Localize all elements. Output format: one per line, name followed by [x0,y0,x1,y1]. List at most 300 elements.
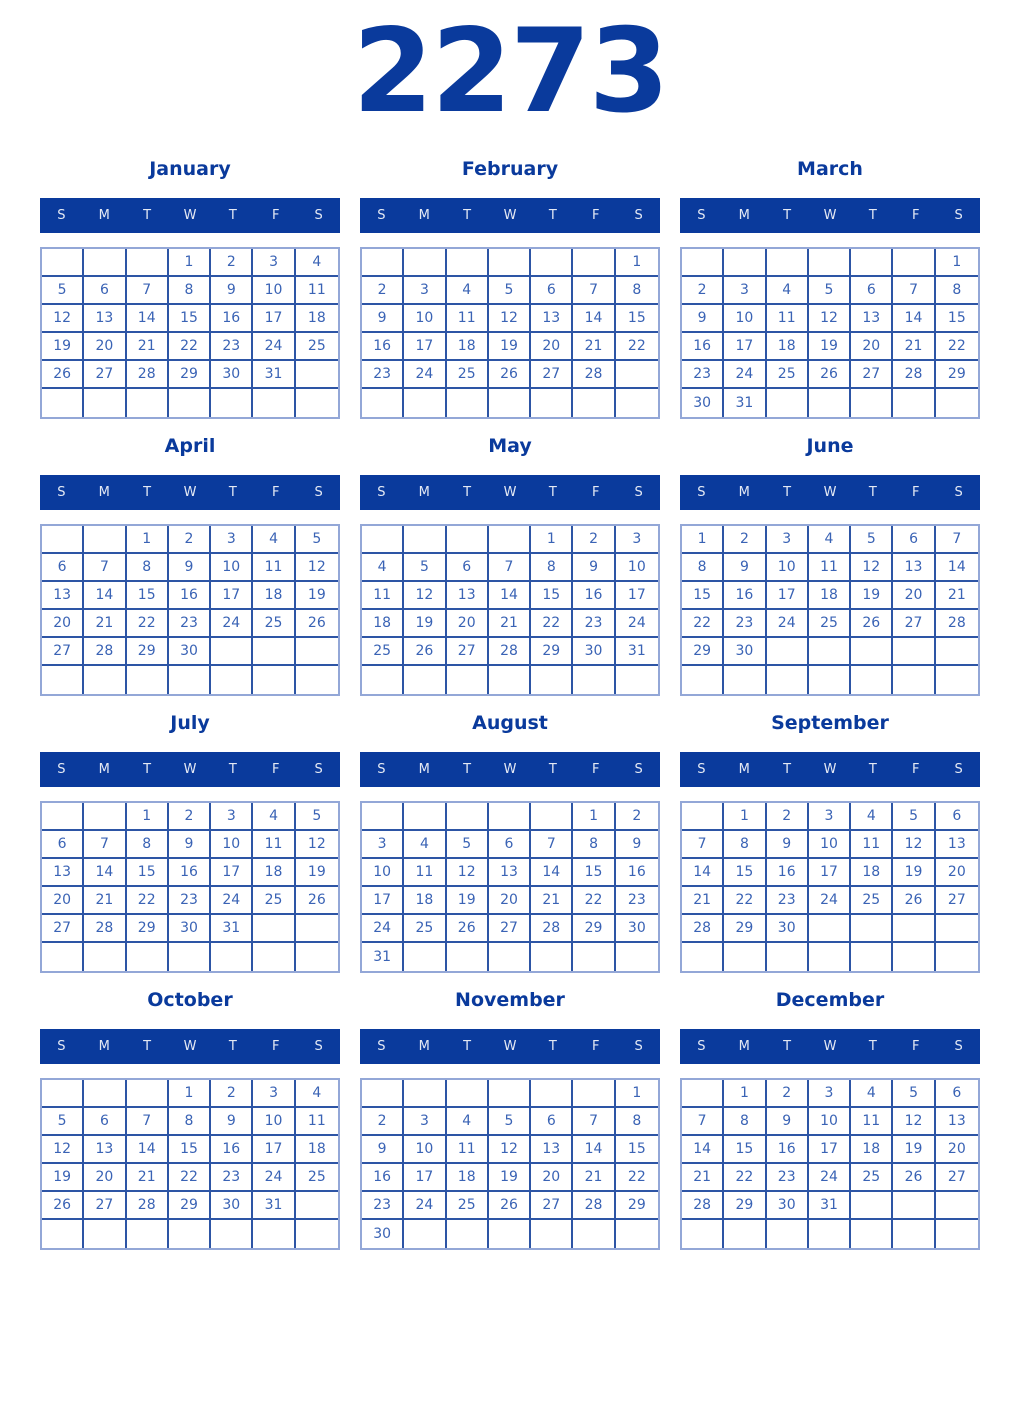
day-cell: 9 [211,277,253,305]
day-cell: 27 [936,887,978,915]
day-cell: 12 [893,831,935,859]
day-cell: 19 [851,582,893,610]
weekday-label: F [911,762,920,777]
day-cell-empty [616,943,658,971]
day-cell: 8 [169,277,211,305]
day-grid [40,247,340,419]
day-cell-empty [767,943,809,971]
day-cell-empty [42,943,84,971]
month-title: March [797,158,863,180]
day-cell-empty [724,666,766,694]
month-november [360,987,660,1250]
day-cell: 21 [127,1164,169,1192]
day-cell: 12 [893,1108,935,1136]
day-cell-empty [253,1220,295,1248]
weekday-label: M [738,485,750,500]
weekday-label: T [868,485,877,500]
day-cell: 21 [573,333,615,361]
day-cell: 1 [127,803,169,831]
day-cell: 14 [489,582,531,610]
weekday-header [680,475,980,510]
day-cell: 2 [682,277,724,305]
day-cell: 26 [489,1192,531,1220]
weekday-header [40,198,340,233]
day-cell: 6 [851,277,893,305]
day-cell: 29 [724,915,766,943]
day-cell: 31 [362,943,404,971]
day-cell: 2 [169,803,211,831]
day-cell: 16 [616,859,658,887]
day-cell: 22 [616,1164,658,1192]
day-cell: 8 [616,277,658,305]
day-cell: 9 [362,1136,404,1164]
day-cell: 16 [362,1164,404,1192]
day-cell: 1 [616,1080,658,1108]
day-cell: 9 [724,554,766,582]
day-cell: 30 [211,1192,253,1220]
day-cell-empty [127,666,169,694]
day-cell-empty [84,526,126,554]
day-cell: 15 [616,1136,658,1164]
day-cell: 16 [724,582,766,610]
weekday-label: F [591,208,600,223]
day-cell-empty [42,249,84,277]
weekday-label: F [911,485,920,500]
day-cell: 14 [84,859,126,887]
month-title: February [461,158,559,180]
day-cell: 20 [936,859,978,887]
day-cell: 3 [253,249,295,277]
day-cell: 3 [404,1108,446,1136]
day-cell: 10 [767,554,809,582]
day-cell: 4 [253,526,295,554]
day-cell-empty [447,803,489,831]
day-cell: 8 [724,831,766,859]
day-cell: 3 [767,526,809,554]
day-cell-empty [42,389,84,417]
day-cell: 8 [616,1108,658,1136]
weekday-label: F [591,485,600,500]
day-cell: 13 [42,859,84,887]
day-cell-empty [573,389,615,417]
day-cell: 5 [42,277,84,305]
day-cell: 23 [767,1164,809,1192]
day-cell: 3 [724,277,766,305]
day-cell-empty [296,638,338,666]
weekday-label: T [783,208,792,223]
day-cell-empty [42,526,84,554]
day-cell: 29 [531,638,573,666]
month-march [680,156,980,419]
weekday-label: T [143,1039,152,1054]
weekday-label: S [954,485,963,500]
day-cell: 22 [724,1164,766,1192]
day-cell: 12 [489,1136,531,1164]
weekday-header [40,475,340,510]
day-cell: 14 [573,305,615,333]
day-cell: 29 [936,361,978,389]
day-cell: 16 [682,333,724,361]
day-cell: 11 [767,305,809,333]
day-cell: 5 [296,526,338,554]
day-cell: 8 [573,831,615,859]
month-title: August [472,712,548,734]
day-cell: 15 [127,859,169,887]
day-cell: 24 [724,361,766,389]
weekday-label: F [271,1039,280,1054]
day-cell: 16 [767,1136,809,1164]
weekday-label: S [697,208,706,223]
day-cell: 11 [851,1108,893,1136]
day-cell-empty [253,915,295,943]
day-cell: 29 [573,915,615,943]
day-cell: 12 [296,831,338,859]
day-cell: 4 [851,1080,893,1108]
weekday-header [680,1029,980,1064]
weekday-label: M [738,208,750,223]
day-cell-empty [724,249,766,277]
day-cell: 3 [404,277,446,305]
day-cell: 8 [936,277,978,305]
day-cell: 24 [404,361,446,389]
month-april [40,433,340,696]
day-cell: 16 [573,582,615,610]
day-cell-empty [447,389,489,417]
day-cell: 18 [851,1136,893,1164]
day-cell: 19 [809,333,851,361]
day-cell: 1 [724,1080,766,1108]
day-cell: 21 [893,333,935,361]
day-cell-empty [404,803,446,831]
day-cell: 23 [169,610,211,638]
weekday-label: M [418,208,430,223]
month-title: November [455,989,565,1011]
weekday-label: S [377,1039,386,1054]
day-cell: 17 [253,1136,295,1164]
day-cell: 28 [84,638,126,666]
day-cell: 6 [936,803,978,831]
day-cell: 4 [767,277,809,305]
day-cell: 11 [253,554,295,582]
day-cell: 17 [767,582,809,610]
day-cell: 12 [489,305,531,333]
day-cell: 11 [809,554,851,582]
day-cell: 25 [253,887,295,915]
day-cell-empty [682,803,724,831]
day-cell-empty [169,666,211,694]
weekday-label: S [314,485,323,500]
day-cell-empty [682,943,724,971]
day-cell-empty [362,803,404,831]
weekday-label: T [868,1039,877,1054]
day-cell-empty [489,1080,531,1108]
day-cell: 28 [84,915,126,943]
day-grid [680,247,980,419]
day-cell: 3 [211,526,253,554]
day-cell: 1 [936,249,978,277]
day-cell: 19 [489,1164,531,1192]
day-cell: 2 [767,803,809,831]
day-cell: 11 [447,305,489,333]
day-cell-empty [573,1080,615,1108]
weekday-label: T [463,1039,472,1054]
day-cell: 11 [253,831,295,859]
day-cell: 10 [616,554,658,582]
day-cell: 28 [573,361,615,389]
day-cell: 13 [531,305,573,333]
day-cell: 6 [447,554,489,582]
day-cell: 6 [936,1080,978,1108]
day-cell: 9 [767,1108,809,1136]
weekday-label: W [823,208,837,223]
day-cell: 12 [851,554,893,582]
day-cell-empty [362,526,404,554]
day-cell-empty [767,666,809,694]
day-cell: 10 [211,554,253,582]
day-cell: 15 [169,1136,211,1164]
day-cell: 1 [573,803,615,831]
day-cell: 21 [84,887,126,915]
day-cell: 4 [809,526,851,554]
day-cell-empty [573,249,615,277]
day-cell: 6 [531,277,573,305]
month-may [360,433,660,696]
day-cell: 12 [42,305,84,333]
day-cell: 14 [936,554,978,582]
day-cell: 31 [253,361,295,389]
day-cell: 27 [489,915,531,943]
day-cell: 30 [573,638,615,666]
day-cell-empty [362,389,404,417]
day-cell-empty [936,915,978,943]
weekday-label: M [98,485,110,500]
day-cell: 25 [447,1192,489,1220]
day-cell: 13 [447,582,489,610]
months-grid [0,156,1020,1250]
day-cell: 9 [767,831,809,859]
day-cell: 23 [573,610,615,638]
day-cell-empty [211,943,253,971]
day-cell: 22 [616,333,658,361]
day-cell-empty [447,666,489,694]
day-cell: 24 [362,915,404,943]
day-cell: 1 [127,526,169,554]
weekday-label: T [228,208,237,223]
weekday-label: T [228,762,237,777]
day-cell: 14 [127,1136,169,1164]
weekday-label: T [463,485,472,500]
day-cell: 8 [531,554,573,582]
day-cell: 17 [253,305,295,333]
weekday-label: T [463,762,472,777]
day-cell: 1 [531,526,573,554]
day-cell-empty [84,249,126,277]
day-cell-empty [404,1080,446,1108]
day-grid [40,524,340,696]
day-cell: 22 [169,1164,211,1192]
day-cell: 27 [531,361,573,389]
day-cell-empty [531,1080,573,1108]
day-cell-empty [851,915,893,943]
day-cell-empty [404,1220,446,1248]
day-cell: 3 [616,526,658,554]
weekday-label: F [271,485,280,500]
day-cell: 2 [211,1080,253,1108]
day-cell-empty [296,1192,338,1220]
day-cell-empty [851,249,893,277]
day-cell: 23 [724,610,766,638]
day-cell: 29 [616,1192,658,1220]
day-cell-empty [211,389,253,417]
day-cell-empty [404,666,446,694]
weekday-label: W [823,1039,837,1054]
day-cell: 17 [362,887,404,915]
day-cell: 18 [253,582,295,610]
weekday-header [40,1029,340,1064]
weekday-label: M [418,762,430,777]
weekday-label: W [503,1039,517,1054]
weekday-label: W [183,208,197,223]
day-cell-empty [404,389,446,417]
month-title: September [771,712,889,734]
day-cell: 23 [616,887,658,915]
day-cell: 3 [253,1080,295,1108]
weekday-label: S [314,208,323,223]
day-cell: 9 [573,554,615,582]
weekday-label: T [548,485,557,500]
day-cell: 5 [404,554,446,582]
day-cell: 15 [936,305,978,333]
day-cell: 22 [127,887,169,915]
day-cell-empty [851,943,893,971]
day-cell-empty [42,1220,84,1248]
day-cell: 25 [447,361,489,389]
day-cell: 6 [489,831,531,859]
day-cell: 7 [893,277,935,305]
day-cell-empty [573,943,615,971]
day-cell: 30 [682,389,724,417]
weekday-label: M [738,762,750,777]
day-cell-empty [682,1080,724,1108]
day-cell-empty [531,803,573,831]
day-cell: 25 [851,1164,893,1192]
day-cell: 2 [573,526,615,554]
day-cell-empty [893,666,935,694]
day-cell: 24 [404,1192,446,1220]
day-cell: 25 [404,915,446,943]
day-cell: 7 [127,1108,169,1136]
day-cell: 13 [893,554,935,582]
day-cell-empty [809,249,851,277]
weekday-header [360,752,660,787]
day-cell: 16 [211,305,253,333]
day-cell: 9 [362,305,404,333]
month-title: May [488,435,532,457]
month-september [680,710,980,973]
day-cell-empty [42,666,84,694]
day-cell: 12 [42,1136,84,1164]
day-cell: 22 [724,887,766,915]
day-cell-empty [489,803,531,831]
day-cell-empty [682,666,724,694]
day-cell-empty [851,1192,893,1220]
day-cell: 24 [253,1164,295,1192]
weekday-label: F [591,762,600,777]
day-cell-empty [767,1220,809,1248]
day-cell: 26 [893,1164,935,1192]
day-cell: 22 [531,610,573,638]
day-cell: 29 [127,915,169,943]
day-cell: 27 [447,638,489,666]
weekday-label: S [954,1039,963,1054]
day-cell-empty [489,249,531,277]
day-cell: 30 [616,915,658,943]
day-cell: 4 [296,249,338,277]
day-cell: 26 [489,361,531,389]
day-cell: 13 [851,305,893,333]
day-cell: 17 [724,333,766,361]
weekday-label: M [98,1039,110,1054]
day-cell: 26 [851,610,893,638]
day-cell: 9 [169,831,211,859]
day-cell-empty [84,1080,126,1108]
day-cell-empty [84,389,126,417]
weekday-label: W [823,762,837,777]
weekday-label: F [271,208,280,223]
day-cell-empty [531,389,573,417]
day-cell: 18 [809,582,851,610]
day-cell: 21 [682,1164,724,1192]
weekday-label: T [548,1039,557,1054]
day-cell: 13 [489,859,531,887]
day-cell-empty [893,943,935,971]
day-cell-empty [893,1220,935,1248]
day-cell-empty [296,915,338,943]
day-cell-empty [404,526,446,554]
weekday-label: W [183,1039,197,1054]
day-cell: 10 [809,1108,851,1136]
day-cell-empty [447,1220,489,1248]
day-cell: 25 [296,1164,338,1192]
day-grid [360,1078,660,1250]
day-cell: 10 [809,831,851,859]
day-cell: 16 [362,333,404,361]
day-cell: 14 [573,1136,615,1164]
day-cell: 6 [84,1108,126,1136]
weekday-label: T [548,762,557,777]
weekday-label: M [418,485,430,500]
day-cell: 8 [127,831,169,859]
day-cell: 6 [893,526,935,554]
day-cell-empty [42,803,84,831]
day-cell: 9 [682,305,724,333]
day-cell: 31 [253,1192,295,1220]
day-cell-empty [489,943,531,971]
weekday-label: S [697,1039,706,1054]
day-cell-empty [296,1220,338,1248]
weekday-label: T [548,208,557,223]
day-cell-empty [447,1080,489,1108]
day-cell: 27 [851,361,893,389]
day-cell: 7 [84,831,126,859]
day-cell: 15 [169,305,211,333]
weekday-label: W [183,485,197,500]
day-cell-empty [42,1080,84,1108]
day-cell: 20 [447,610,489,638]
month-title: June [806,435,854,457]
day-cell-empty [809,943,851,971]
day-cell-empty [362,666,404,694]
